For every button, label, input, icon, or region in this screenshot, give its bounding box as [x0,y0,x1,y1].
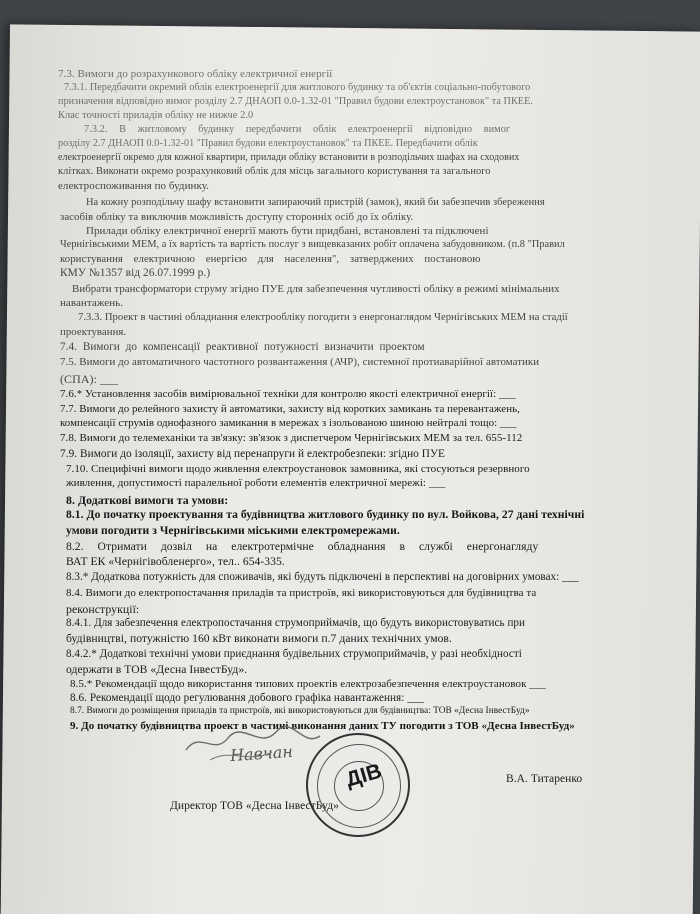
doc-line: 8.2. Отримати дозвіл на електротермічне обладнання в службі енергонагляду [66,540,539,553]
doc-line: ВАТ ЕК «Чернігівобленерго», тел.. 654-335. [66,555,285,568]
doc-line: 8.4.1. Для забезпечення електропостачання струмоприймачів, що будуть використовуватись при [66,617,526,629]
doc-line: 7.10. Специфічні вимоги щодо живлення електроустановок замовника, які стосуються резервного [66,463,530,475]
doc-line: 8.4.2.* Додаткові технічні умови приєднання будівельних струмоприймачів, у разі необхідності [66,648,522,660]
director-title: Директор ТОВ «Десна ІнвестБуд» [170,800,339,812]
doc-line: 9. До початку будівництва проект в частині виконання даних ТУ погодити з ТОВ «Десна ІнвестБуд» [70,720,575,732]
doc-line: навантажень. [60,297,124,309]
doc-line: електроенергії окремо для кожної квартири, прилади обліку встановити в розподільчих шафах на сходових [58,152,520,163]
doc-line: 8.6. Рекомендації щодо регулювання добового графіка навантаження: ___ [70,692,425,704]
doc-line: призначення відповідно вимог розділу 2.7 ДНАОП 0.0-1.32-01 "Правил будови електроустановок" та ПКЕЕ. [58,96,533,107]
doc-line: проектування. [60,326,127,338]
doc-line: Прилади обліку електричної енергії мають бути придбані, встановлені та підключені [86,225,489,237]
signature-scribble [180,720,330,770]
doc-line: 8.7. Вимоги до розміщення приладів та пристроїв, які використовуються для будівництва: ТОВ «Десна ІнвестБуд» [70,706,530,716]
doc-line: На кожну розподільчу шафу встановити запираючий пристрій (замок), який би забезпечив збереження [86,197,545,208]
doc-line: умови погодити з Чернігівськими міськими електромережами. [66,524,400,537]
section-heading-8: 8. Додаткові вимоги та умови: [66,493,229,507]
doc-line: клітках. Виконати окремо розрахунковий облік для місць загального користування та загального [58,166,491,177]
doc-line: користування електричною енергією для населення", затверджених постановою [60,253,481,265]
doc-line: 8.3.* Додаткова потужність для споживачів, які будуть підключені в перспективі на договірних умовах: ___ [66,571,579,583]
section-heading-7-3: 7.3. Вимоги до розрахункового обліку електричної енергії [58,68,333,80]
doc-line: 8.4. Вимоги до електропостачання приладів та пристроїв, які використовуються для будівництва та [66,587,537,599]
doc-line: 7.9. Вимоги до ізоляції, захисту від перенапруги й електробезпеки: згідно ПУЕ [60,448,445,460]
doc-line: 7.5. Вимоги до автоматичного частотного розвантаження (АЧР), системної протиаварійної автоматики [60,356,540,368]
doc-line: КМУ №1357 від 26.07.1999 р.) [60,267,211,279]
director-name: В.А. Титаренко [506,773,583,785]
doc-line: Вибрати трансформатори струму згідно ПУЕ для забезпечення чутливості обліку в режимі мінімальних [72,283,560,295]
stamp-center-text: ДІВ [343,759,385,792]
doc-line: 8.1. До початку проектування та будівництва житлового будинку по вул. Войкова, 27 дані технічні [66,508,585,521]
doc-line: Чернігівськими МЕМ, а їх вартість та вартість послуг з вищевказаних робіт оплачена забудовником. (п.8 "Правил [60,239,565,250]
doc-line: 8.5.* Рекомендації щодо використання типових проектів електрозабезпечення електроустановок ___ [70,678,546,690]
doc-line: компенсації струмів однофазного замикання в мережах з ізольованою шиною нейтралі тощо: ___ [60,417,517,429]
doc-line: 7.8. Вимоги до телемеханіки та зв'язку: зв'язок з диспетчером Чернігівських МЕМ за тел. 655-112 [60,432,523,444]
doc-line: Клас точності приладів обліку не нижче 2.0 [58,110,254,121]
doc-line: реконструкції: [66,602,140,616]
handwritten-signature: Навчан [229,741,294,766]
doc-line: 7.3.2. В житловому будинку передбачити облік електроенергії відповідно вимог [84,124,511,135]
doc-line: 7.4. Вимоги до компенсації реактивної потужності визначити проектом [60,341,425,353]
doc-line: електроспоживання по будинку. [58,180,209,192]
doc-line: розділу 2.7 ДНАОП 0.0-1.32-01 "Правил будови електроустановок" та ПКЕЕ. Передбачити облік [58,138,478,149]
doc-line: одержати в ТОВ «Десна ІнвестБуд». [66,663,248,676]
doc-line: 7.3.1. Передбачити окремий облік електроенергії для житлового будинку та об'єктів соціально-побутового [64,82,531,93]
doc-line: засобів обліку та виключив можливість доступу сторонніх осіб до їх обліку. [60,211,414,223]
doc-line: 7.7. Вимоги до релейного захисту й автоматики, захисту від коротких замикань та перевантажень, [60,403,520,415]
doc-line: будівництві, потужністю 160 кВт виконати вимоги п.7 даних технічних умов. [66,632,452,645]
doc-line: 7.3.3. Проект в частині обладнання електрообліку погодити з енергонаглядом Чернігівських МЕМ на стадії [78,312,568,323]
doc-line: (СПА): ___ [60,372,119,386]
doc-line: живлення, допустимості паралельної роботи елементів електричної мережі: ___ [66,477,446,489]
doc-line: 7.6.* Установлення засобів вимірювальної техніки для контролю якості електричної енергії: ___ [60,388,516,400]
